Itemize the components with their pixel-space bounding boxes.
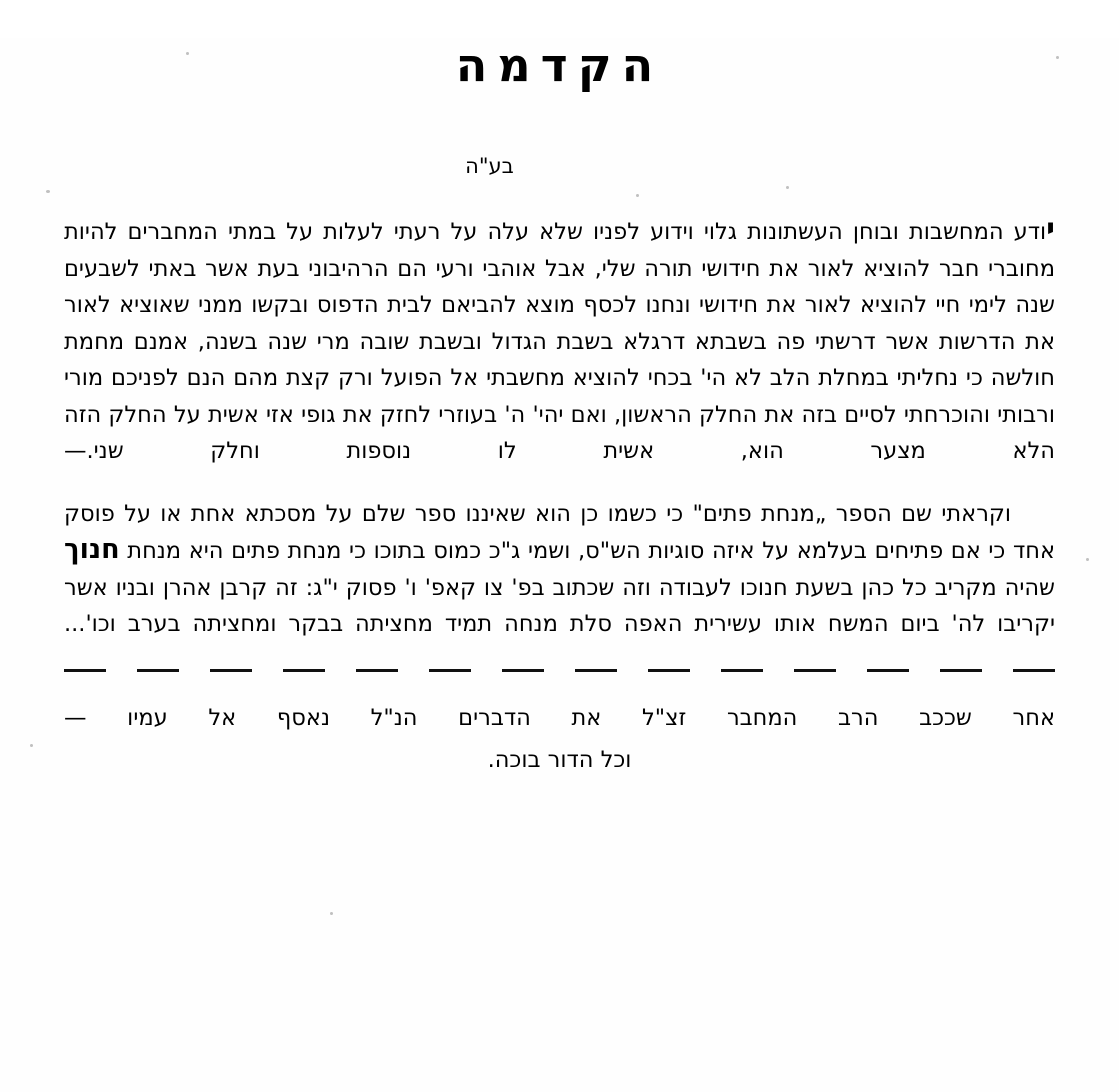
- paragraph-two-text-before: וקראתי שם הספר „מנחת פתים" כי כשמו כן הוא שאיננו ספר שלם על מסכתא אחת או על פוסק אחד כי אם פתיחים בעלמא על איזה סוגיות הש"ס, ושמי ג"כ כמוס בתוכו כי מנחת פתים היא מנחת: [64, 500, 1055, 564]
- dust-speck: [786, 186, 789, 189]
- dust-speck: [46, 190, 50, 193]
- paragraph-one-text: ודע המחשבות ובוחן העשתונות גלוי וידוע לפניו שלא עלה על רעתי לעלות על במתי המחברים להיות מחוברי חבר להוציא לאור את חידושי תורה שלי, אבל אוהבי ורעי הם הרהיבוני בעת אשר באתי לשבעים שנה לימי חיי להוציא לאור את חידושי ונחנו לכסף מוצא להביאם לבית הדפוס ובקשו ממני שאוציא לאור את הדרשות אשר דרשתי פה בשבתא דרגלא בשבת הגדול ובשבת שובה מרי שנה בשנה, אמנם מחמת חולשה כי נחליתי במחלת הלב לא הי' בכחי להוציא מחשבתי אל הפועל ורק קצת מהם הנם לפניכם מורי ורבותי והוכרחתי לסיים בזה את החלק הראשון, ואם יהי' ה' בעוזרי לחזק את גופי אזי אשית על החלק הזה הלא מצער הוא, אשית לו נוספות וחלק שני.—: [64, 219, 1055, 464]
- separator-dash: [940, 669, 982, 672]
- paragraph-two-text-after: שהיה מקריב כל כהן בשעת חנוכו לעבודה וזה שכתוב בפ' צו קאפ' ו' פסוק י"ג: זה קרבן אהרן ובניו אשר יקריבו לה' ביום המשח אותו עשירית האפה סלת מנחה תמיד מחציתה בבקר ומחציתה בערב וכו'...: [64, 574, 1055, 637]
- separator-dash: [64, 669, 106, 672]
- dashed-separator: [64, 669, 1055, 672]
- dust-speck: [330, 912, 333, 915]
- separator-dash: [1013, 669, 1055, 672]
- separator-dash: [210, 669, 252, 672]
- footer-note: [64, 698, 1055, 780]
- dust-speck: [1056, 56, 1059, 59]
- separator-dash: [429, 669, 471, 672]
- separator-dash: [575, 669, 617, 672]
- dust-speck: [186, 52, 189, 55]
- separator-dash: [137, 669, 179, 672]
- page-title: הקדמה: [455, 38, 664, 92]
- document-body: [64, 214, 1055, 643]
- separator-dash: [794, 669, 836, 672]
- footer-line-two: וכל הדור בוכה.: [487, 746, 632, 773]
- separator-dash: [502, 669, 544, 672]
- dust-speck: [636, 194, 639, 197]
- page: [0, 38, 1119, 1092]
- drop-cap-letter: י: [1046, 212, 1055, 247]
- paragraph-two: [64, 496, 1055, 643]
- footer-line-one: אחר שככב הרב המחבר זצ"ל את הדברים הנ"ל נאסף אל עמיו —: [64, 704, 1055, 731]
- paragraph-one: [64, 214, 1055, 470]
- separator-dash: [356, 669, 398, 672]
- emphasized-word: חנוך: [64, 534, 120, 565]
- separator-dash: [721, 669, 763, 672]
- separator-dash: [283, 669, 325, 672]
- separator-dash: [867, 669, 909, 672]
- separator-dash: [648, 669, 690, 672]
- dust-speck: [30, 744, 33, 747]
- header-note: בע"ה: [465, 154, 514, 178]
- dust-speck: [1086, 558, 1089, 561]
